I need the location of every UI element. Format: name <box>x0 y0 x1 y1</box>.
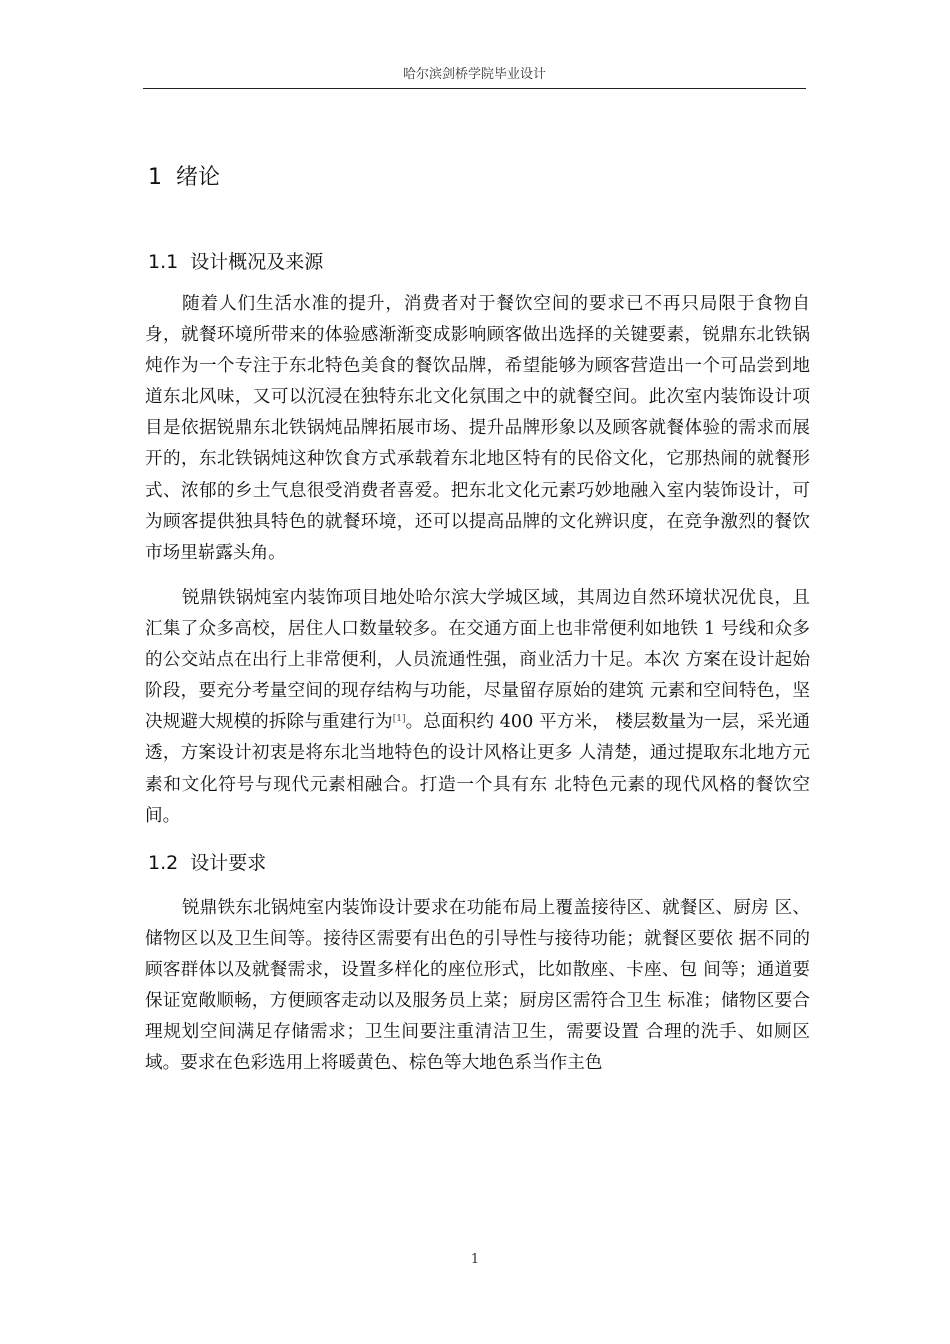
paragraph-1: 随着人们生活水准的提升，消费者对于餐饮空间的要求已不再只局限于食物自身，就餐环境所带来的体验感渐渐变成影响顾客做出选择的关键要素，锐鼎东北铁锅炖作为一个专注于东北特色美食的餐饮品牌，希望能够为顾客营造出一个可品尝到地道东北风味，又可以沉浸在独特东北文化氛围之中的就餐空间。此次室内装饰设计项目是依据锐鼎东北铁锅炖品牌拓展市场、提升品牌形象以及顾客就餐体验的需求而展开的，东北铁锅炖这种饮食方式承载着东北地区特有的民俗文化，它那热闹的就餐形式、浓郁的乡土气息很受消费者喜爱。把东北文化元素巧妙地融入室内装饰设计，可为顾客提供独具特色的就餐环境，还可以提高品牌的文化辨识度，在竞争激烈的餐饮市场里崭露头角。 <box>145 294 810 563</box>
paragraph-2-continued: 。总面积约 400 平方米， 楼层数量为一层，采光通透，方案设计初衷是将东北当地特色的设计风格让更多 人清楚，通过提取东北地方元素和文化符号与现代元素相融合。打造一个具有东 北特色元素的现代风格的餐饮空间。 <box>145 712 810 826</box>
paragraph-2-text: 锐鼎铁锅炖室内装饰项目地处哈尔滨大学城区域，其周边自然环境状况优良，且汇集了众多高校，居住人口数量较多。在交通方面上也非常便利如地铁 1 号线和众多的公交站点在出行上非常便利，人员流通性强，商业活力十足。本次 方案在设计起始阶段，要充分考量空间的现存结构与功能，尽量留存原始的建筑 元素和空间特色，坚决规避大规模的拆除与重建行为 <box>145 588 810 733</box>
citation-reference[interactable]: [1] <box>392 714 406 725</box>
paragraph-2 <box>145 583 810 832</box>
chapter-number: 1 <box>148 165 162 190</box>
header-title: 哈尔滨剑桥学院毕业设计 <box>402 67 546 82</box>
paragraph-3: 锐鼎铁东北锅炖室内装饰设计要求在功能布局上覆盖接待区、就餐区、厨房 区、储物区以及卫生间等。接待区需要有出色的引导性与接待功能；就餐区要依 据不同的顾客群体以及就餐需求，设置多样化的座位形式，比如散座、卡座、包 间等；通道要保证宽敞顺畅，方便顾客走动以及服务员上菜；厨房区需符合卫生 标准；储物区要合理规划空间满足存储需求；卫生间要注重清洁卫生，需要设置 合理的洗手、如厕区域。要求在色彩选用上将暖黄色、棕色等大地色系当作主色 <box>145 898 810 1074</box>
section-title-1-1 <box>148 248 323 276</box>
chapter-title <box>148 163 220 193</box>
section-title-text: 设计概况及来源 <box>190 251 324 273</box>
section-title-1-2 <box>148 849 266 877</box>
section-number: 1.1 <box>148 251 179 273</box>
section-title-text: 设计要求 <box>190 852 267 874</box>
section-number: 1.2 <box>148 852 179 874</box>
page-number: 1 <box>470 1252 480 1267</box>
page-header <box>143 64 806 89</box>
chapter-title-text: 绪论 <box>176 165 221 190</box>
